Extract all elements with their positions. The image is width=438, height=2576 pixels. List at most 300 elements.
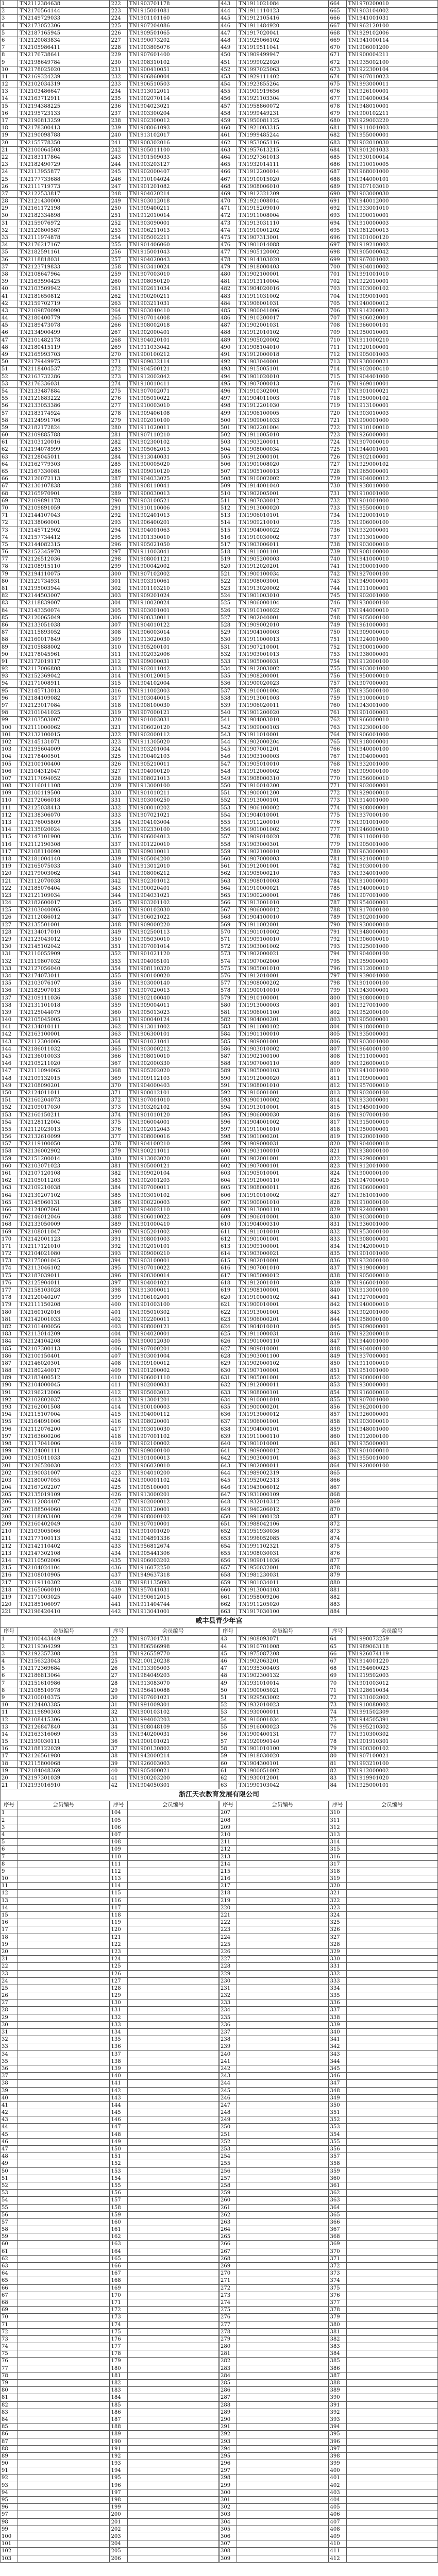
table-row <box>329 1039 438 1046</box>
member-code <box>18 2109 110 2116</box>
table-row <box>0 2475 110 2482</box>
table-row <box>0 936 110 943</box>
table-row <box>0 1687 110 1694</box>
row-number: 59 <box>0 425 18 431</box>
row-number: 847 <box>329 1338 347 1345</box>
row-number: 561 <box>219 863 237 870</box>
member-code: TN1911000102 <box>237 1024 329 1030</box>
table-row <box>329 308 438 315</box>
table-row <box>329 1883 438 1890</box>
table-row <box>110 74 220 81</box>
table-row <box>110 1221 220 1228</box>
member-code: TN2109885788 <box>18 432 110 438</box>
table-row <box>110 140 220 147</box>
table-row <box>0 826 110 834</box>
row-number: 614 <box>219 1250 237 1257</box>
row-number: 19 <box>0 1941 18 1948</box>
member-code: TN2113955877 <box>18 168 110 175</box>
table-row <box>110 1207 220 1214</box>
member-code: TN1907001000 <box>347 1397 438 1403</box>
member-code: TN2163590425 <box>18 278 110 285</box>
member-code: TN1911000031 <box>237 1331 329 1337</box>
table-row <box>219 2358 329 2365</box>
row-number: 749 <box>329 622 347 629</box>
table-row <box>329 1846 438 1853</box>
table-row <box>219 454 329 461</box>
member-code: TN1900100212 <box>128 351 220 358</box>
table-row <box>329 351 438 359</box>
member-code: TN1913010001 <box>237 1104 329 1111</box>
member-code: TN1910010005 <box>347 161 438 168</box>
member-code <box>128 2175 220 2182</box>
member-code <box>128 1934 220 1941</box>
row-number: 97 <box>0 702 18 709</box>
row-number: 462 <box>219 140 237 146</box>
table-row <box>0 2051 110 2058</box>
row-number: 300 <box>219 2489 237 2496</box>
member-code <box>347 2372 438 2379</box>
row-number: 772 <box>329 790 347 796</box>
member-code <box>18 2212 110 2218</box>
row-number: 151 <box>110 2153 128 2160</box>
row-number: 244 <box>219 2080 237 2087</box>
member-code: TN2112086012 <box>18 914 110 921</box>
row-number: 582 <box>219 1016 237 1023</box>
row-number: 189 <box>0 1375 18 1381</box>
member-code <box>18 2073 110 2079</box>
row-number: 260 <box>110 278 128 285</box>
member-code: TN1913305003 <box>128 1665 220 1672</box>
table-row <box>219 2088 329 2095</box>
table-row <box>110 257 220 264</box>
member-code: TN1913110004 <box>237 278 329 285</box>
row-number: 23 <box>0 1971 18 1977</box>
member-code: TN1917030100 <box>237 1608 329 1615</box>
row-number: 29 <box>0 205 18 212</box>
row-number: 303 <box>110 592 128 599</box>
table-row <box>110 651 220 658</box>
row-number: 839 <box>329 1280 347 1286</box>
table-row <box>110 366 220 373</box>
row-number: 853 <box>329 1382 347 1388</box>
member-code: TN2108011047 <box>18 1229 110 1235</box>
table-column <box>110 1801 220 2562</box>
member-code <box>18 2095 110 2102</box>
row-number: 358 <box>110 995 128 1002</box>
member-code: TN1909011036 <box>237 1557 329 1564</box>
table-row <box>110 234 220 242</box>
table-row <box>219 1934 329 1941</box>
row-number: 143 <box>110 2095 128 2102</box>
table-row <box>110 395 220 402</box>
member-code <box>347 1824 438 1831</box>
row-number: 367 <box>110 1060 128 1067</box>
row-number: 347 <box>110 914 128 921</box>
row-number: 451 <box>219 59 237 66</box>
member-code: TN1900200211 <box>128 293 220 300</box>
table-row <box>329 2160 438 2167</box>
table-row <box>219 1389 329 1397</box>
table-row <box>0 308 110 315</box>
row-number: 66 <box>329 1651 347 1657</box>
member-code: TN1902000021 <box>237 951 329 957</box>
member-code: TN1907002000 <box>237 958 329 965</box>
table-row <box>329 1353 438 1360</box>
table-row <box>329 1824 438 1832</box>
table-row <box>329 425 438 432</box>
row-number: 861 <box>329 1440 347 1447</box>
table-row <box>219 1514 329 1521</box>
table-row <box>110 1309 220 1316</box>
table-row <box>219 198 329 205</box>
row-number: 31 <box>0 2029 18 2036</box>
row-number: 688 <box>329 176 347 183</box>
member-code: TN1905000042 <box>347 249 438 256</box>
member-code: TN2163732286 <box>18 374 110 380</box>
table-row <box>0 1046 110 1053</box>
row-number: 15 <box>0 1738 18 1745</box>
member-code: TN1929503002 <box>237 1694 329 1701</box>
row-number: 275 <box>110 388 128 395</box>
row-number: 798 <box>329 980 347 987</box>
table-row <box>110 1382 220 1389</box>
member-code: TN2160150211 <box>18 1112 110 1118</box>
row-number: 95 <box>0 688 18 694</box>
member-code <box>347 2233 438 2240</box>
row-number: 806 <box>329 1039 347 1045</box>
row-number: 114 <box>0 826 18 833</box>
row-number: 23 <box>110 1643 128 1650</box>
table-row <box>329 1170 438 1177</box>
table-row <box>110 1367 220 1375</box>
table-row <box>219 2380 329 2387</box>
table-row <box>329 849 438 856</box>
member-code: TN1962120100 <box>347 23 438 29</box>
table-row <box>329 556 438 563</box>
member-code <box>18 2233 110 2240</box>
member-code <box>18 1897 110 1904</box>
table-row <box>329 2043 438 2050</box>
member-code: TN1915000010 <box>347 1119 438 1126</box>
row-number: 799 <box>329 987 347 994</box>
table-row <box>0 1594 110 1601</box>
member-code <box>237 2270 329 2277</box>
member-code <box>128 2336 220 2343</box>
row-number: 535 <box>219 673 237 680</box>
table-row <box>329 1687 438 1694</box>
member-code: TN2135019109 <box>18 1492 110 1498</box>
row-number: 780 <box>329 849 347 855</box>
table-row <box>219 2270 329 2277</box>
member-code: TN1909000100 <box>128 1448 220 1454</box>
table-row <box>0 417 110 425</box>
member-code <box>237 2526 329 2533</box>
table-row <box>329 878 438 885</box>
table-row <box>219 2168 329 2175</box>
member-code: TN1907021021 <box>128 812 220 819</box>
row-number: 429 <box>110 1514 128 1520</box>
row-number: 662 <box>219 1601 237 1608</box>
table-row <box>219 476 329 483</box>
row-number: 336 <box>110 834 128 840</box>
table-row <box>219 1601 329 1608</box>
row-number: 371 <box>110 1090 128 1096</box>
table-row <box>329 1163 438 1170</box>
row-number: 446 <box>219 23 237 29</box>
member-code: TN2146012046 <box>18 1214 110 1221</box>
member-code <box>237 2139 329 2145</box>
table-row <box>0 2175 110 2182</box>
table-row <box>329 220 438 227</box>
row-number: 787 <box>329 900 347 906</box>
member-code <box>347 1514 438 1520</box>
row-number: 45 <box>0 2131 18 2138</box>
table-row <box>219 1382 329 1389</box>
member-code: TN1913012011 <box>128 88 220 95</box>
table-row <box>219 695 329 702</box>
table-row <box>329 432 438 439</box>
member-code: TN1913000100 <box>128 783 220 789</box>
row-number: 825 <box>329 1177 347 1184</box>
row-number: 557 <box>219 834 237 840</box>
table-row <box>110 2102 220 2109</box>
table-row <box>329 2285 438 2292</box>
row-number: 14 <box>0 1905 18 1911</box>
table-row <box>219 2438 329 2446</box>
row-number: 117 <box>0 849 18 855</box>
member-code: TN1907010022 <box>128 1265 220 1272</box>
member-code: TN1905010010 <box>237 761 329 768</box>
member-code: TN2119890303 <box>18 1709 110 1716</box>
row-number: 370 <box>329 2248 347 2255</box>
row-number: 465 <box>219 161 237 168</box>
row-number: 3 <box>0 15 18 22</box>
member-code <box>18 2277 110 2284</box>
member-code <box>237 2511 329 2518</box>
table-row <box>0 1992 110 1999</box>
row-number: 399 <box>110 1294 128 1301</box>
table-row <box>219 607 329 615</box>
member-code: TN2118839007 <box>18 600 110 606</box>
table-row <box>110 2043 220 2050</box>
table-row <box>219 2482 329 2489</box>
table-row <box>219 351 329 359</box>
member-code <box>347 2212 438 2218</box>
row-number: 466 <box>219 168 237 175</box>
table-row <box>110 914 220 921</box>
table-row <box>329 2212 438 2219</box>
table-row <box>219 1221 329 1228</box>
table-row <box>110 826 220 834</box>
table-row <box>0 805 110 812</box>
table-row <box>329 1817 438 1824</box>
row-number: 183 <box>0 1331 18 1337</box>
row-number: 627 <box>219 1346 237 1352</box>
row-number: 70 <box>0 505 18 512</box>
row-number: 380 <box>110 1156 128 1162</box>
member-code: TN2108647964 <box>18 271 110 278</box>
member-code: TN2176217167 <box>18 242 110 248</box>
table-row <box>110 1926 220 1934</box>
row-number: 646 <box>219 1484 237 1491</box>
member-code: TN1944000101 <box>347 176 438 183</box>
table-row <box>219 2394 329 2401</box>
member-code: TN1943000001 <box>347 987 438 994</box>
row-number: 732 <box>329 498 347 504</box>
member-code: TN1929000001 <box>347 1156 438 1162</box>
row-number: 754 <box>329 658 347 665</box>
table-row <box>329 651 438 658</box>
row-number: 400 <box>110 1301 128 1308</box>
member-code: TN2156323043 <box>18 1658 110 1665</box>
table-row <box>219 2205 329 2212</box>
member-code: TN1909032114 <box>128 359 220 365</box>
row-number: 260 <box>219 2197 237 2204</box>
table-row <box>110 1360 220 1367</box>
row-number: 636 <box>219 1411 237 1418</box>
table-row <box>110 1229 220 1236</box>
member-code: TN1915001043 <box>128 249 220 256</box>
member-code: TN1911021084 <box>237 1 329 7</box>
member-code: TN1905120002 <box>237 249 329 256</box>
row-number: 359 <box>329 2168 347 2175</box>
row-number: 345 <box>329 2065 347 2072</box>
table-row <box>329 1680 438 1687</box>
member-code <box>347 2182 438 2189</box>
row-number: 390 <box>110 1229 128 1235</box>
row-number: 12 <box>0 1717 18 1723</box>
row-number: 852 <box>329 1375 347 1381</box>
table-row <box>329 1861 438 1868</box>
row-number: 382 <box>329 2336 347 2343</box>
row-number: 149 <box>0 1082 18 1089</box>
table-row <box>110 2160 220 2167</box>
row-number: 807 <box>329 1046 347 1053</box>
row-number: 487 <box>219 322 237 329</box>
table-row <box>110 1280 220 1287</box>
row-number: 196 <box>110 2482 128 2489</box>
row-number: 493 <box>219 366 237 372</box>
row-number: 113 <box>0 819 18 826</box>
table-row <box>110 1258 220 1265</box>
row-number: 182 <box>110 2380 128 2386</box>
member-code <box>18 1868 110 1875</box>
table-row <box>110 556 220 563</box>
table-row <box>0 1985 110 1992</box>
table-row <box>110 2380 220 2387</box>
row-number: 507 <box>219 468 237 475</box>
member-code <box>347 1608 438 1615</box>
row-number: 616 <box>219 1265 237 1272</box>
row-number: 377 <box>329 2299 347 2306</box>
table-row <box>329 2073 438 2080</box>
row-number: 648 <box>219 1499 237 1505</box>
table-row <box>110 1265 220 1272</box>
member-code: TN2162779303 <box>18 461 110 468</box>
row-number: 211 <box>0 1535 18 1542</box>
row-number: 49 <box>0 351 18 358</box>
table-row <box>110 2095 220 2102</box>
table-row <box>329 2095 438 2102</box>
member-code: TN2100150401 <box>18 1353 110 1360</box>
member-code: TN1905000210 <box>237 870 329 877</box>
row-number: 348 <box>329 2088 347 2094</box>
table-row <box>329 2270 438 2277</box>
row-number: 338 <box>110 849 128 855</box>
member-code: TN1913001010 <box>237 900 329 906</box>
table-row <box>110 1731 220 1738</box>
row-number: 571 <box>219 936 237 943</box>
table-row <box>0 2146 110 2153</box>
row-number: 295 <box>110 534 128 541</box>
member-code: TN1902301012 <box>128 878 220 885</box>
row-number: 841 <box>329 1294 347 1301</box>
row-number: 50 <box>0 359 18 365</box>
row-number: 495 <box>219 381 237 387</box>
member-code: TN1904300101 <box>237 1760 329 1767</box>
table-row <box>0 834 110 841</box>
row-number: 556 <box>219 826 237 833</box>
row-number: 139 <box>110 2065 128 2072</box>
row-number: 546 <box>219 753 237 760</box>
member-code: TN2132610099 <box>18 1133 110 1140</box>
table-row <box>110 1514 220 1521</box>
table-row <box>329 1053 438 1060</box>
member-code: TN1904010010 <box>237 1324 329 1330</box>
member-code: TN1903120001 <box>128 1506 220 1513</box>
member-code: TN1940000010 <box>347 885 438 892</box>
row-number: 220 <box>0 1601 18 1608</box>
table-row <box>0 322 110 329</box>
row-number: 684 <box>329 147 347 154</box>
row-number: 39 <box>110 1760 128 1767</box>
row-number: 28 <box>110 1680 128 1687</box>
table-row <box>110 1250 220 1258</box>
row-number: 109 <box>110 1846 128 1853</box>
row-number: 6 <box>0 1846 18 1853</box>
member-code: TN1906000100 <box>347 519 438 526</box>
row-number: 38 <box>110 1753 128 1759</box>
table-row <box>0 2131 110 2139</box>
member-code <box>128 1978 220 1985</box>
row-number: 477 <box>219 249 237 256</box>
header-code-label: 会员编号 <box>237 1628 329 1635</box>
table-row <box>329 278 438 285</box>
member-code: TN1901000110 <box>237 1338 329 1345</box>
table-row <box>329 2329 438 2336</box>
row-number: 779 <box>329 841 347 848</box>
member-code: TN1994003203 <box>128 1717 220 1723</box>
table-row <box>219 161 329 168</box>
row-number: 52 <box>0 2182 18 2189</box>
table-row <box>329 519 438 527</box>
row-number: 147 <box>0 1067 18 1074</box>
member-code: TN2126520030 <box>18 1463 110 1469</box>
table-row <box>219 140 329 147</box>
member-code: TN1913000100 <box>347 1287 438 1294</box>
table-row <box>0 293 110 300</box>
row-number: 150 <box>0 1090 18 1096</box>
member-code <box>347 1550 438 1557</box>
member-code: TN1904000100 <box>347 951 438 957</box>
row-number: 354 <box>329 2131 347 2138</box>
row-number: 265 <box>110 315 128 321</box>
row-number: 243 <box>110 154 128 161</box>
table-row <box>110 1243 220 1250</box>
row-number: 235 <box>110 95 128 102</box>
member-code: TN2144082315 <box>18 541 110 548</box>
table-row <box>110 951 220 958</box>
